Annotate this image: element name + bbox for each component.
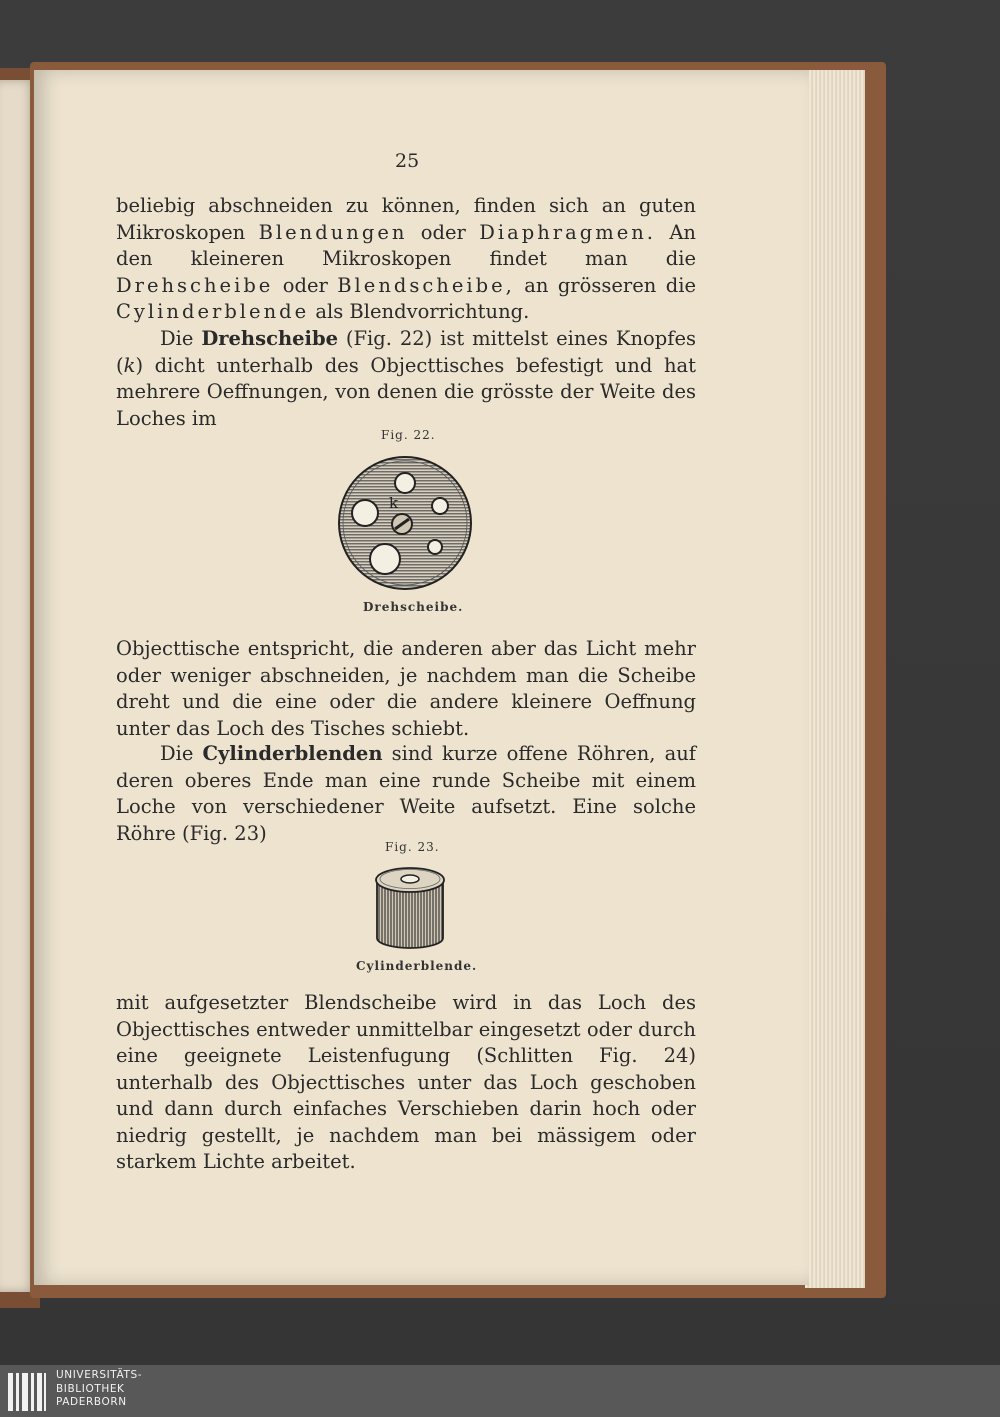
drehscheibe-illustration — [335, 453, 475, 593]
paragraph-4: Die Cylinderblenden sind kurze offene Röhren, auf deren oberes Ende man eine runde Scheibe mit einem Loche von verschiedener Weite aufsetzt. Eine solche Röhre (Fig. 23) — [116, 742, 696, 845]
library-name-line-1: UNIVERSITÄTS- — [56, 1369, 143, 1381]
fig22-label: Fig. 22. — [381, 428, 436, 442]
library-logo-icon — [8, 1371, 48, 1413]
library-name-line-3: PADERBORN — [56, 1396, 127, 1408]
library-banner — [0, 1365, 1000, 1417]
fig23-caption: Cylinderblende. — [356, 959, 478, 973]
fig22-caption: Drehscheibe. — [363, 600, 464, 614]
knob-marker-k: k — [389, 494, 399, 512]
paragraph-1: beliebig abschneiden zu können, finden sich an guten Mikroskopen Blendungen oder Diaphragmen. An den kleineren Mikroskopen findet man die Drehscheibe oder Blendscheibe, an grösseren die Cylinderblende als Blendvorrichtung. — [116, 194, 696, 323]
page-number: 25 — [395, 150, 420, 172]
page-block-edges — [805, 70, 865, 1288]
paragraph-5: mit aufgesetzter Blendscheibe wird in das Loch des Objecttisches entweder unmittelbar eingesetzt oder durch eine geeignete Leistenfugung (Schlitten Fig. 24) unterhalb des Objecttisches unter das Loch geschoben und dann durch einfaches Verschieben darin hoch oder niedrig gestellt, je nachdem man bei mässigem oder starkem Lichte arbeitet. — [116, 991, 696, 1173]
library-name — [56, 1369, 142, 1410]
paragraph-2: Die Drehscheibe (Fig. 22) ist mittelst eines Knopfes (k) dicht unterhalb des Objecttisches befestigt und hat mehrere Oeffnungen, von denen die grösste der Weite des Loches im — [116, 327, 697, 430]
library-name-line-2: BIBLIOTHEK — [56, 1382, 125, 1395]
cylinderblende-illustration — [372, 862, 448, 952]
fig23-label: Fig. 23. — [385, 840, 440, 854]
paragraph-3: Objecttische entspricht, die anderen aber das Licht mehr oder weniger abschneiden, je nachdem man die Scheibe dreht und die eine oder die andere kleinere Oeffnung unter das Loch des Tisches schiebt. — [116, 637, 696, 740]
